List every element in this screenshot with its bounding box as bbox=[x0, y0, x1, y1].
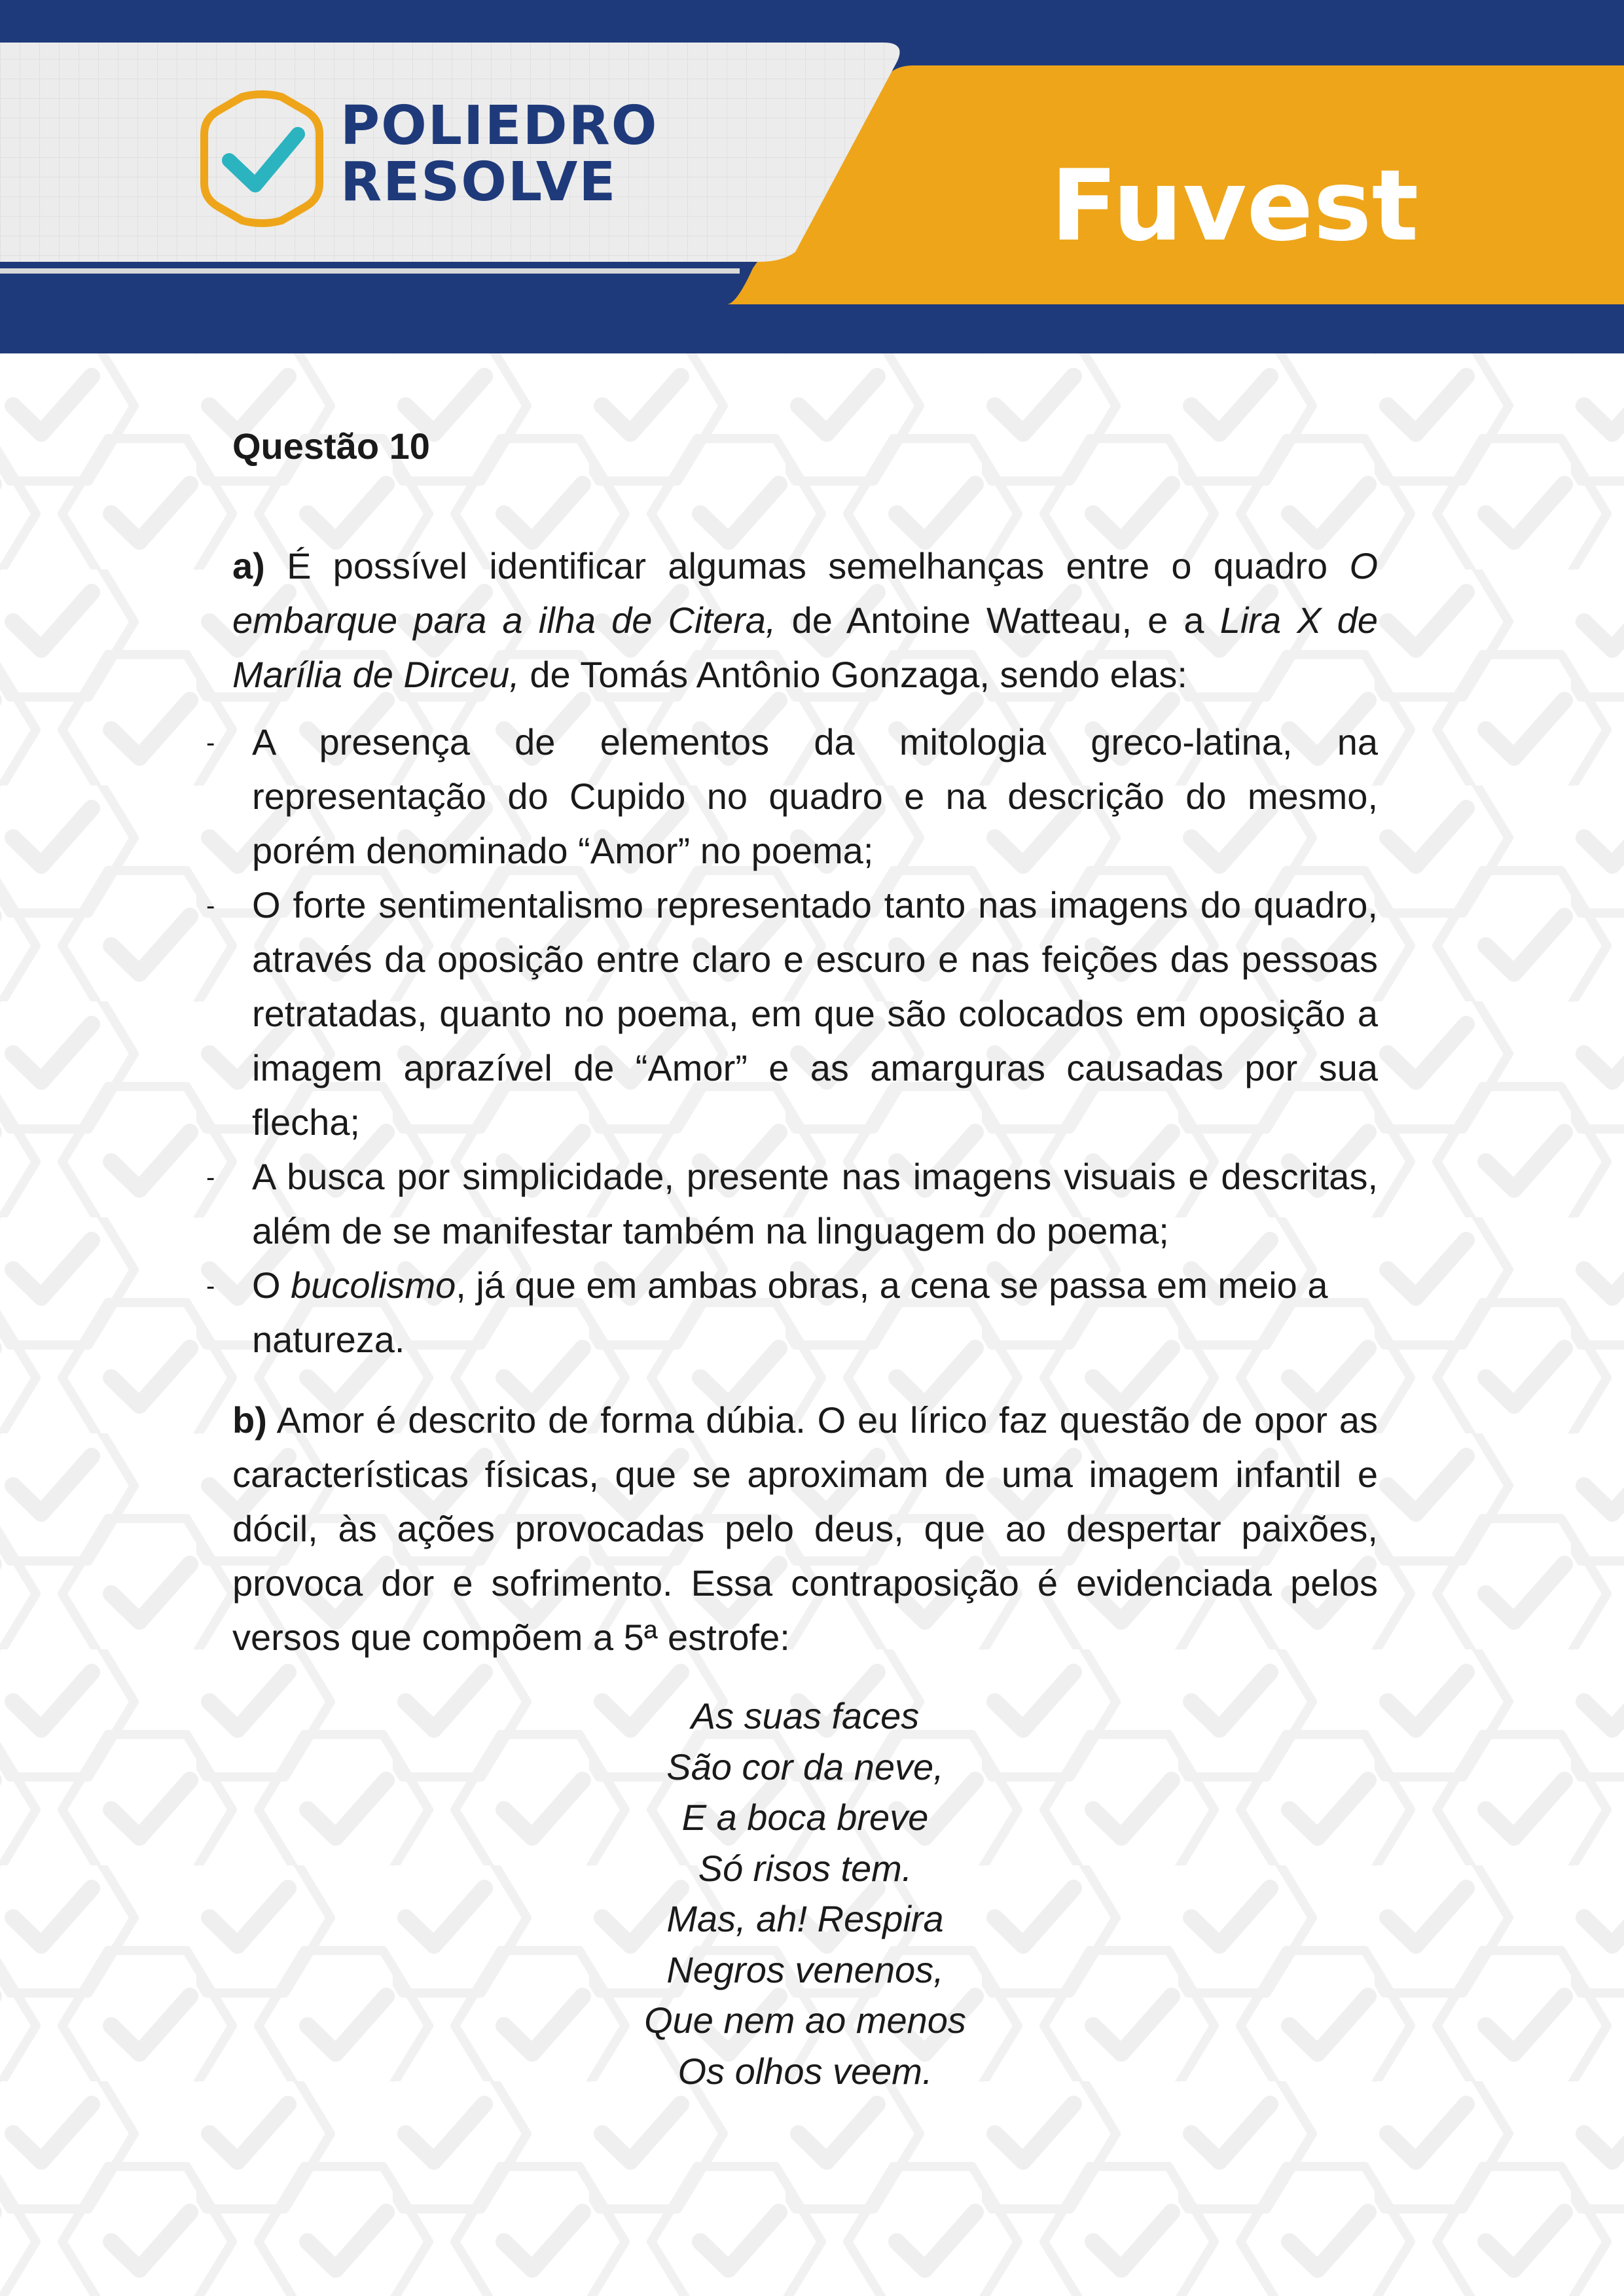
part-a-text-1: É possível identificar algumas semelhanças entre o quadro bbox=[264, 545, 1350, 586]
poem-line: E a boca breve bbox=[681, 1797, 929, 1838]
poem-line: Que nem ao menos bbox=[644, 2000, 966, 2041]
poem-line: São cor da neve, bbox=[666, 1746, 944, 1787]
bullet-emphasis: bucolismo bbox=[291, 1265, 456, 1306]
logo-line-1: POLIEDRO bbox=[340, 95, 659, 157]
bullet-dash: - bbox=[206, 1163, 215, 1192]
poem-line: Só risos tem. bbox=[698, 1847, 912, 1889]
poem-line: Os olhos veem. bbox=[677, 2050, 933, 2092]
bullet-text: , já que em ambas obras, a cena se passa em meio a natureza. bbox=[252, 1265, 1328, 1360]
bullet-text: O bbox=[252, 1265, 291, 1306]
part-a-label: a) bbox=[232, 545, 265, 586]
part-a-text-2: de Antoine Watteau, e a bbox=[776, 600, 1220, 641]
poem-line: As suas faces bbox=[691, 1695, 920, 1736]
logo-wordmark bbox=[340, 95, 659, 213]
list-item bbox=[206, 1149, 1378, 1258]
poem-title: Lira X de Marília de Dirceu, bbox=[232, 600, 1378, 695]
list-item bbox=[206, 715, 1378, 878]
exam-name: Fuvest bbox=[1051, 149, 1419, 263]
question-content bbox=[206, 419, 1378, 2096]
painting-title: O embarque para a ilha de Citera, bbox=[232, 545, 1378, 641]
part-a-bullet-list bbox=[206, 715, 1378, 1367]
poem-line: Mas, ah! Respira bbox=[666, 1898, 944, 1939]
list-item bbox=[206, 1258, 1378, 1367]
part-b-paragraph bbox=[232, 1393, 1378, 1664]
bullet-dash: - bbox=[206, 728, 215, 757]
poem-stanza bbox=[232, 1691, 1378, 2096]
bullet-dash: - bbox=[206, 891, 215, 920]
question-title: Questão 10 bbox=[232, 425, 430, 467]
bullet-text: A busca por simplicidade, presente nas imagens visuais e descritas, além de se manifestar também na linguagem do poema; bbox=[252, 1156, 1378, 1251]
bullet-text: O forte sentimentalismo representado tanto nas imagens do quadro, através da oposição entre claro e escuro e nas feições das pessoas retratadas, quanto no poema, em que são colocados em oposição a imagem aprazível de “Amor” e as amarguras causadas por sua flecha; bbox=[252, 884, 1378, 1143]
poem-line: Negros venenos, bbox=[666, 1948, 944, 1990]
part-b-label: b) bbox=[232, 1399, 267, 1441]
logo-line-2: RESOLVE bbox=[340, 151, 617, 213]
bullet-text: A presença de elementos da mitologia greco-latina, na representação do Cupido no quadro e na descrição do mesmo, porém denominado “Amor” no poema; bbox=[252, 721, 1378, 871]
part-a-intro bbox=[232, 539, 1378, 702]
list-item bbox=[206, 878, 1378, 1149]
part-a-text-3: de Tomás Antônio Gonzaga, sendo elas: bbox=[519, 654, 1187, 695]
bullet-dash: - bbox=[206, 1272, 215, 1300]
part-b-text: Amor é descrito de forma dúbia. O eu lírico faz questão de opor as características físicas, que se aproximam de uma imagem infantil e dócil, às ações provocadas pelo deus, que ao despertar paixões, provoca dor e sofrimento. Essa contraposição é evidenciada pelos versos que compõem a 5ª estrofe: bbox=[232, 1399, 1378, 1658]
